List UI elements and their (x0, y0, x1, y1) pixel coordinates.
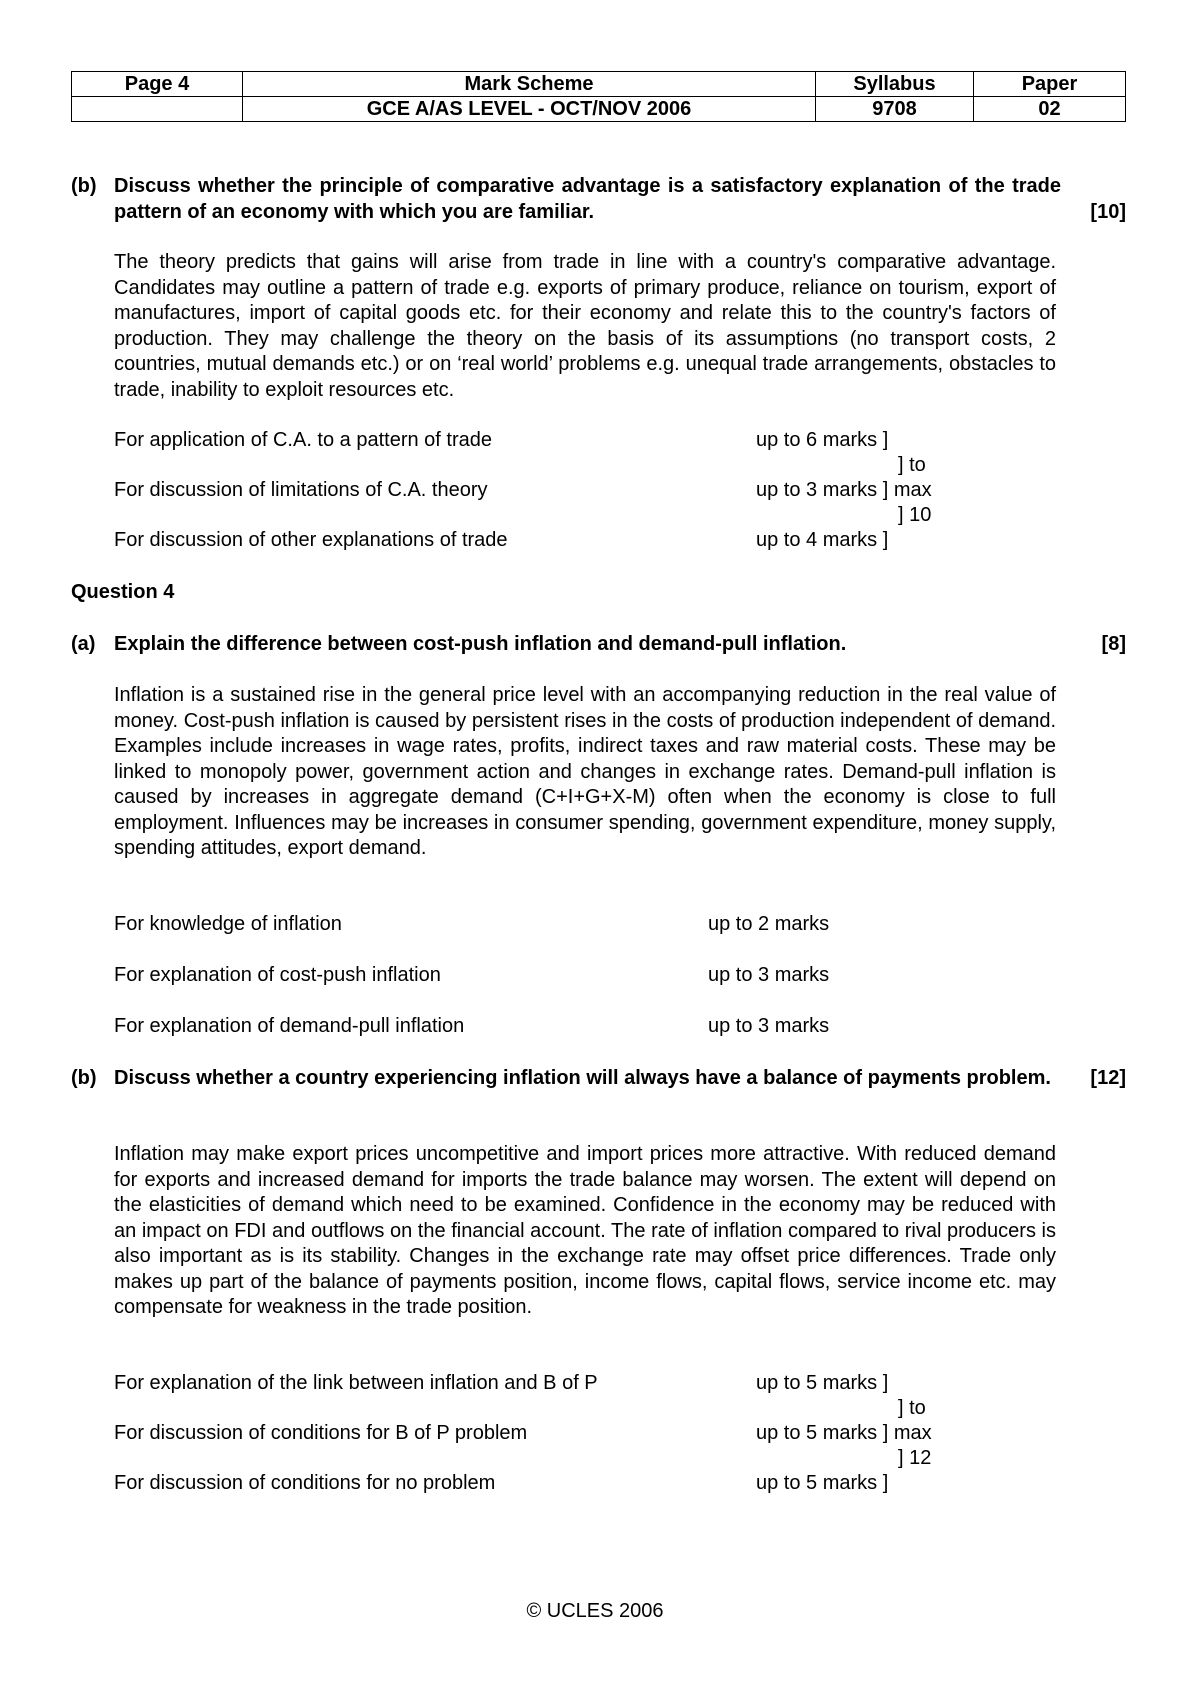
part-label: (a) (71, 633, 96, 655)
criterion-text: For explanation of demand-pull inflation (114, 1015, 465, 1037)
question-4b-answer: Inflation may make export prices uncompetitive and import prices more attractive. With reduced demand for exports and increased demand for imports the trade balance may worsen. The extent will depend on the elasticities of demand which need to be examined. Confidence in the economy may be reduced with an impact on FDI and outflows on the financial account. The rate of inflation compared to rival producers is also important as is its stability. Changes in the exchange rate may offset price differences. Trade only makes up part of the balance of payments position, income flows, capital flows, service income etc. may compensate for weakness in the trade position. (114, 1143, 1056, 1318)
criterion-text: For explanation of the link between inflation and B of P (114, 1372, 598, 1394)
criterion-text: For discussion of conditions for no problem (114, 1472, 496, 1494)
criterion-text: For application of C.A. to a pattern of trade (114, 429, 492, 451)
bracket-max: ] 10 (898, 504, 932, 526)
criterion-row (114, 1371, 1014, 1396)
criterion-row (114, 912, 1014, 937)
criterion-marks: up to 3 marks (708, 1015, 830, 1037)
page-number: Page 4 (72, 72, 243, 97)
criterion-row (114, 1421, 1014, 1446)
question-text: Explain the difference between cost-push inflation and demand-pull inflation. (114, 633, 847, 655)
question-4a-answer: Inflation is a sustained rise in the general price level with an accompanying reduction in the real value of money. Cost-push inflation is caused by persistent rises in the costs of production independent of demand. Examples include increases in wage rates, profits, indirect taxes and raw material costs. These may be linked to monopoly power, government action and changes in exchange rates. Demand-pull inflation is caused by increases in aggregate demand (C+I+G+X-M) often when the economy is close to full employment. Influences may be increases in consumer spending, government expenditure, money supply, spending attitudes, export demand. (114, 684, 1056, 859)
criterion-marks: up to 5 marks ] max (756, 1422, 932, 1444)
criterion-marks: up to 5 marks ] (756, 1472, 889, 1494)
question-3b-answer: The theory predicts that gains will arise from trade in line with a country's comparative advantage. Candidates may outline a pattern of trade e.g. exports of primary produce, reliance on tourism, export of manufactures, import of capital goods etc. for their economy and relate this to the country's factors of production. They may challenge the theory on the basis of its assumptions (no transport costs, 2 countries, mutual demands etc.) or on ‘real world’ problems e.g. unequal trade arrangements, obstacles to trade, inability to exploit resources etc. (114, 251, 1056, 401)
criterion-text: For discussion of limitations of C.A. theory (114, 479, 488, 501)
exam-level: GCE A/AS LEVEL - OCT/NOV 2006 (243, 97, 816, 122)
bracket-to: ] to (898, 1397, 926, 1419)
question-4-heading: Question 4 (71, 581, 175, 603)
criterion-text: For knowledge of inflation (114, 913, 342, 935)
criterion-row (114, 478, 1014, 503)
question-text: Discuss whether a country experiencing inflation will always have a balance of payments problem. (114, 1067, 1051, 1089)
part-label: (b) (71, 175, 97, 197)
criterion-row (114, 528, 1014, 553)
paper-label: Paper (974, 72, 1126, 97)
question-4a-heading (71, 632, 1126, 658)
marks-total: [10] (1090, 200, 1126, 223)
header-table (71, 71, 1126, 122)
document-type: Mark Scheme (243, 72, 816, 97)
criterion-row (114, 1014, 1014, 1039)
copyright-footer: © UCLES 2006 (526, 1600, 664, 1622)
criterion-marks: up to 3 marks ] max (756, 479, 932, 501)
question-text: Discuss whether the principle of comparative advantage is a satisfactory explanation of the trade pattern of an economy with which you are familiar. (114, 175, 1061, 223)
criterion-row (114, 963, 1014, 988)
criterion-row (114, 1471, 1014, 1496)
paper-code: 02 (974, 97, 1126, 122)
bracket-max: ] 12 (898, 1447, 932, 1469)
bracket-to: ] to (898, 454, 926, 476)
marks-total: [8] (1101, 633, 1126, 655)
criterion-text: For discussion of conditions for B of P problem (114, 1422, 528, 1444)
syllabus-label: Syllabus (816, 72, 974, 97)
criterion-marks: up to 4 marks ] (756, 529, 889, 551)
question-4b-heading (71, 1066, 1126, 1092)
criterion-text: For explanation of cost-push inflation (114, 964, 441, 986)
criterion-marks: up to 6 marks ] (756, 429, 889, 451)
question-3b-heading (71, 174, 1126, 225)
criterion-marks: up to 3 marks (708, 964, 830, 986)
criterion-row (114, 428, 1014, 453)
empty-cell (72, 97, 243, 122)
criterion-text: For discussion of other explanations of trade (114, 529, 508, 551)
criterion-marks: up to 2 marks (708, 913, 830, 935)
criterion-marks: up to 5 marks ] (756, 1372, 889, 1394)
marks-total: [12] (1090, 1067, 1126, 1089)
syllabus-code: 9708 (816, 97, 974, 122)
part-label: (b) (71, 1067, 97, 1089)
